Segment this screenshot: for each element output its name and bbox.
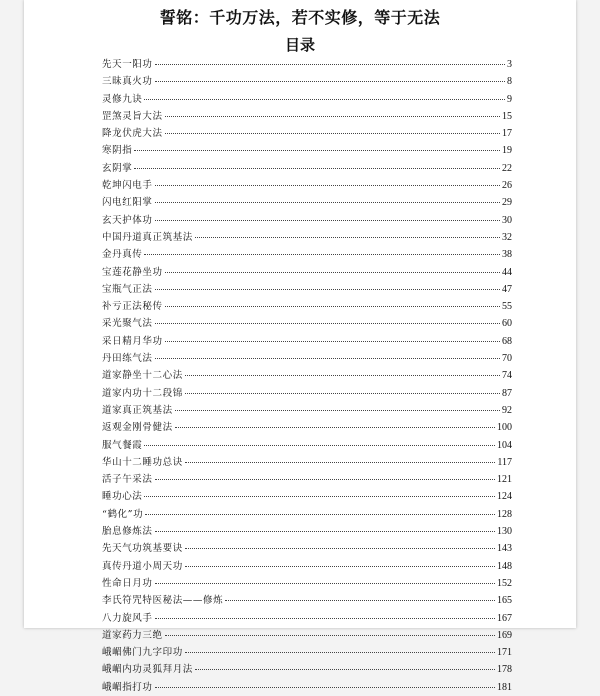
dot-leader <box>185 548 495 549</box>
toc-entry-title: 道家真正筑基法 <box>102 404 173 416</box>
toc-entry[interactable] <box>102 108 512 125</box>
toc-entry-title: 先天气功筑基要诀 <box>102 543 183 555</box>
toc-entry[interactable] <box>102 575 512 592</box>
dot-leader <box>195 237 500 238</box>
toc-entry[interactable] <box>102 125 512 142</box>
dot-leader <box>144 99 505 100</box>
toc-entry[interactable] <box>102 402 512 419</box>
toc-entry-title: 峨嵋内功灵狐拜月法 <box>102 664 193 676</box>
toc-entry-title: 宝瓶气正法 <box>102 283 153 295</box>
toc-entry[interactable] <box>102 523 512 540</box>
toc-entry[interactable] <box>102 367 512 384</box>
toc-entry[interactable] <box>102 644 512 661</box>
motto-heading: 誓铭：千功万法，若不实修，等于无法 <box>159 8 441 27</box>
dot-leader <box>155 618 495 619</box>
dot-leader <box>165 306 500 307</box>
toc-entry-title: 道家静坐十二心法 <box>102 370 183 382</box>
dot-leader <box>155 687 495 688</box>
toc-entry-title: 罡煞灵旨大法 <box>102 110 163 122</box>
dot-leader <box>165 341 500 342</box>
toc-entry-page-number: 130 <box>497 526 512 538</box>
toc-entry-page-number: 9 <box>507 93 512 105</box>
toc-entry[interactable] <box>102 540 512 557</box>
toc-entry[interactable] <box>102 661 512 678</box>
toc-entry[interactable] <box>102 350 512 367</box>
toc-entry-page-number: 87 <box>502 387 512 399</box>
toc-entry-page-number: 15 <box>502 110 512 122</box>
toc-entry-title: 返观金刚骨健法 <box>102 422 173 434</box>
toc-entry-page-number: 30 <box>502 214 512 226</box>
dot-leader <box>165 635 495 636</box>
toc-entry[interactable] <box>102 212 512 229</box>
dot-leader <box>185 566 495 567</box>
toc-entry-page-number: 128 <box>497 508 512 520</box>
toc-entry[interactable] <box>102 194 512 211</box>
toc-entry-title: 闪电红阳掌 <box>102 197 153 209</box>
toc-entry-page-number: 3 <box>507 59 512 70</box>
toc-entry-title: 灵修九诀 <box>102 93 143 105</box>
toc-entry-page-number: 148 <box>497 560 512 572</box>
dot-leader <box>134 168 500 169</box>
toc-entry-page-number: 17 <box>502 128 512 140</box>
table-of-contents <box>102 56 512 696</box>
toc-entry-title: 峨嵋佛门九字印功 <box>102 647 183 659</box>
toc-entry-page-number: 121 <box>497 474 512 486</box>
dot-leader <box>185 652 495 653</box>
document-page <box>24 0 576 693</box>
toc-entry-page-number: 19 <box>502 145 512 157</box>
toc-entry-page-number: 29 <box>502 197 512 209</box>
toc-entry-page-number: 117 <box>497 456 512 468</box>
toc-entry[interactable] <box>102 56 512 73</box>
toc-entry-title: 性命日月功 <box>102 577 153 589</box>
toc-entry-title: 降龙伏虎大法 <box>102 128 163 140</box>
dot-leader <box>165 272 500 273</box>
toc-entry[interactable] <box>102 142 512 159</box>
toc-entry[interactable] <box>102 298 512 315</box>
toc-entry-title: 丹田练气法 <box>102 353 153 365</box>
toc-entry-page-number: 68 <box>502 335 512 347</box>
toc-entry-title: 采日精月华功 <box>102 335 163 347</box>
toc-entry-title: “鹤化”功 <box>102 508 144 520</box>
toc-entry-page-number: 152 <box>497 577 512 589</box>
dot-leader <box>165 116 500 117</box>
toc-entry-page-number: 124 <box>497 491 512 503</box>
toc-entry-title: 道家内功十二段锦 <box>102 387 183 399</box>
toc-entry-title: 八力旋风手 <box>102 612 153 624</box>
toc-entry[interactable] <box>102 437 512 454</box>
toc-entry-title: 服气餐霞 <box>102 439 143 451</box>
dot-leader <box>175 427 495 428</box>
toc-entry[interactable] <box>102 419 512 436</box>
toc-entry[interactable] <box>102 264 512 281</box>
toc-entry-page-number: 47 <box>502 283 512 295</box>
dot-leader <box>165 133 500 134</box>
toc-entry-title: 玄阴掌 <box>102 162 133 174</box>
toc-entry-title: 睡功心法 <box>102 491 143 503</box>
toc-entry-page-number: 171 <box>497 647 512 659</box>
toc-entry-page-number: 70 <box>502 353 512 365</box>
toc-entry[interactable] <box>102 91 512 108</box>
toc-entry[interactable] <box>102 160 512 177</box>
dot-leader <box>175 410 500 411</box>
toc-entry[interactable] <box>102 246 512 263</box>
toc-entry-page-number: 74 <box>502 370 512 382</box>
toc-entry-page-number: 44 <box>502 266 512 278</box>
toc-entry-title: 采光聚气法 <box>102 318 153 330</box>
toc-entry-title: 宝莲花静坐功 <box>102 266 163 278</box>
dot-leader <box>155 185 500 186</box>
toc-title: 目录 <box>284 36 315 54</box>
toc-entry-title: 道家药力三绝 <box>102 629 163 641</box>
toc-entry-page-number: 22 <box>502 162 512 174</box>
toc-entry-title: 先天一阳功 <box>102 59 153 70</box>
toc-entry-title: 玄天护体功 <box>102 214 153 226</box>
toc-entry-page-number: 169 <box>497 629 512 641</box>
dot-leader <box>195 669 495 670</box>
dot-leader <box>155 220 500 221</box>
dot-leader <box>144 254 500 255</box>
toc-entry-page-number: 26 <box>502 180 512 192</box>
toc-entry[interactable] <box>102 627 512 644</box>
dot-leader <box>155 479 495 480</box>
toc-entry-page-number: 55 <box>502 301 512 313</box>
toc-entry[interactable] <box>102 73 512 90</box>
dot-leader <box>225 600 495 601</box>
toc-entry-title: 乾坤闪电手 <box>102 180 153 192</box>
dot-leader <box>155 202 500 203</box>
dot-leader <box>144 445 495 446</box>
dot-leader <box>144 496 495 497</box>
toc-entry[interactable] <box>102 229 512 246</box>
dot-leader <box>185 393 500 394</box>
toc-entry-page-number: 104 <box>497 439 512 451</box>
toc-entry[interactable] <box>102 315 512 332</box>
toc-entry[interactable] <box>102 488 512 505</box>
toc-entry[interactable] <box>102 281 512 298</box>
dot-leader <box>145 514 495 515</box>
toc-entry-page-number: 92 <box>502 404 512 416</box>
toc-entry-title: 寒阴指 <box>102 145 133 157</box>
toc-entry-title: 金丹真传 <box>102 249 143 261</box>
toc-entry-title: 华山十二睡功总诀 <box>102 456 183 468</box>
toc-entry-title: 峨嵋指打功 <box>102 681 153 693</box>
toc-entry[interactable] <box>102 592 512 609</box>
toc-entry-title: 李氏符咒特医秘法——修炼 <box>102 595 224 607</box>
toc-entry-page-number: 165 <box>497 595 512 607</box>
toc-entry[interactable] <box>102 506 512 523</box>
toc-entry-title: 中国丹道真正筑基法 <box>102 231 193 243</box>
toc-entry-title: 胎息修炼法 <box>102 526 153 538</box>
toc-entry-page-number: 143 <box>497 543 512 555</box>
dot-leader <box>155 531 495 532</box>
toc-entry[interactable] <box>102 385 512 402</box>
toc-entry[interactable] <box>102 333 512 350</box>
toc-entry[interactable] <box>102 471 512 488</box>
toc-entry-page-number: 167 <box>497 612 512 624</box>
dot-leader <box>134 150 500 151</box>
dot-leader <box>185 462 496 463</box>
toc-entry[interactable] <box>102 558 512 575</box>
toc-entry-title: 活子午采法 <box>102 474 153 486</box>
toc-entry-page-number: 181 <box>497 681 512 693</box>
dot-leader <box>155 358 500 359</box>
toc-entry-title: 真传丹道小周天功 <box>102 560 183 572</box>
dot-leader <box>155 81 505 82</box>
dot-leader <box>155 64 505 65</box>
toc-entry-page-number: 60 <box>502 318 512 330</box>
toc-entry-page-number: 32 <box>502 231 512 243</box>
toc-entry-page-number: 8 <box>507 76 512 88</box>
toc-entry-title: 三昧真火功 <box>102 76 153 88</box>
toc-entry[interactable] <box>102 679 512 696</box>
dot-leader <box>155 323 500 324</box>
toc-entry[interactable] <box>102 177 512 194</box>
dot-leader <box>185 375 500 376</box>
toc-entry-title: 补亏正法秘传 <box>102 301 163 313</box>
toc-entry[interactable] <box>102 454 512 471</box>
toc-entry-page-number: 178 <box>497 664 512 676</box>
dot-leader <box>155 289 500 290</box>
toc-entry-page-number: 38 <box>502 249 512 261</box>
toc-entry[interactable] <box>102 610 512 627</box>
dot-leader <box>155 583 495 584</box>
toc-entry-page-number: 100 <box>497 422 512 434</box>
